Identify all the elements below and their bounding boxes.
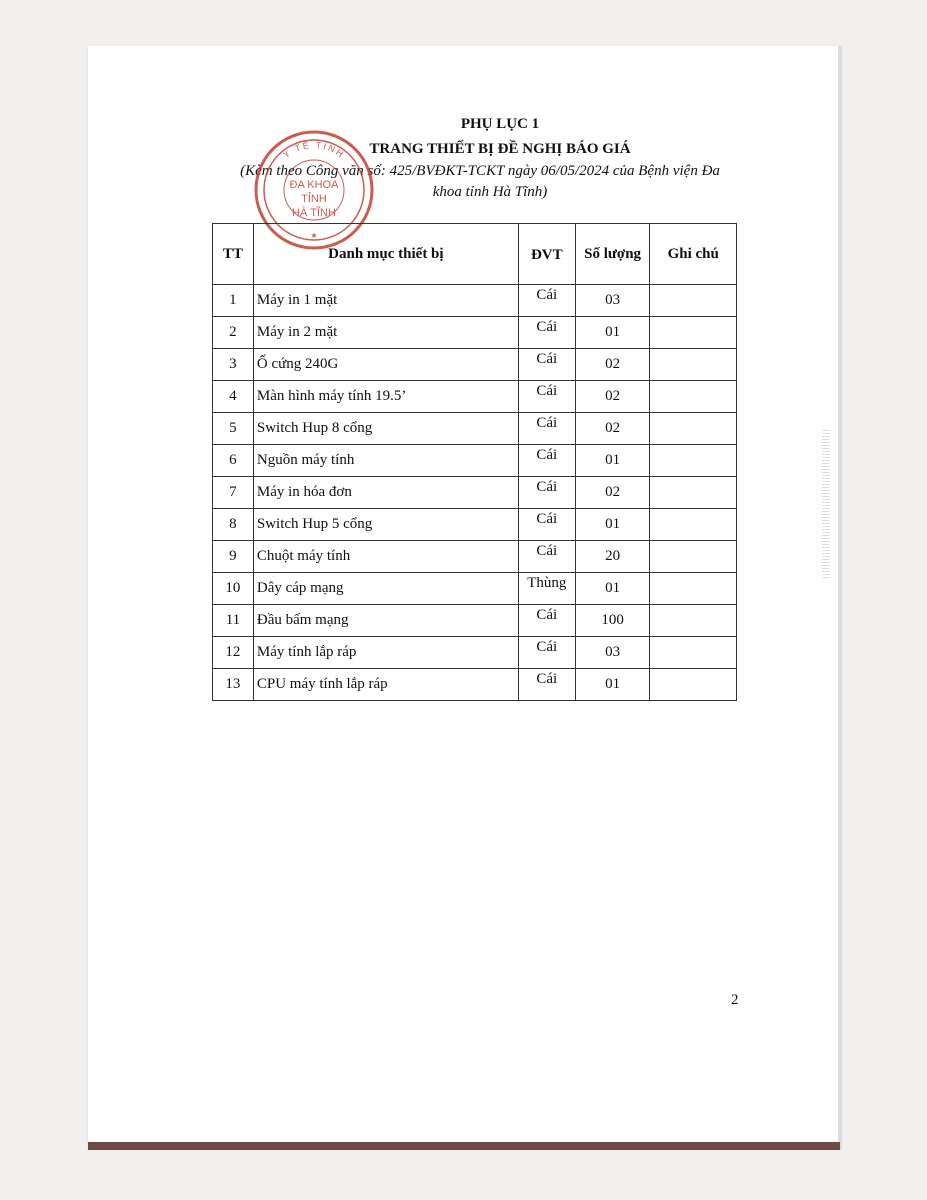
table-row: [213, 637, 737, 669]
cell-quantity: 01: [575, 317, 650, 349]
reference-line-2: khoa tỉnh Hà Tĩnh): [432, 184, 548, 200]
cell-item-name: Chuột máy tính: [253, 541, 518, 573]
cell-note: [650, 669, 737, 701]
cell-item-name: Máy in 2 mặt: [253, 317, 518, 349]
cell-tt: 2: [213, 317, 254, 349]
cell-quantity: 100: [575, 605, 650, 637]
cell-quantity: 01: [575, 669, 650, 701]
cell-item-name: Nguồn máy tính: [253, 445, 518, 477]
cell-unit: Cái: [518, 509, 575, 541]
header-note: Ghi chú: [650, 224, 737, 285]
cell-note: [650, 317, 737, 349]
cell-item-name: Máy tính lắp ráp: [253, 637, 518, 669]
cell-item-name: Dây cáp mạng: [253, 573, 518, 605]
cell-note: [650, 573, 737, 605]
table-row: [213, 413, 737, 445]
cell-tt: 3: [213, 349, 254, 381]
cell-tt: 5: [213, 413, 254, 445]
cell-item-name: Ổ cứng 240G: [253, 349, 518, 381]
svg-text:Y TẾ TỈNH: [281, 140, 347, 160]
document-title: TRANG THIẾT BỊ ĐỀ NGHỊ BÁO GIÁ: [369, 141, 631, 157]
cell-item-name: Máy in 1 mặt: [253, 285, 518, 317]
cell-unit: Cái: [518, 541, 575, 573]
cell-item-name: Đầu bấm mạng: [253, 605, 518, 637]
cell-note: [650, 509, 737, 541]
cell-item-name: Màn hình máy tính 19.5’: [253, 381, 518, 413]
cell-unit: Cái: [518, 381, 575, 413]
cell-item-name: CPU máy tính lắp ráp: [253, 669, 518, 701]
cell-note: [650, 349, 737, 381]
table-row: [213, 605, 737, 637]
cell-note: [650, 477, 737, 509]
cell-tt: 4: [213, 381, 254, 413]
cell-note: [650, 413, 737, 445]
table-header-row: [213, 224, 737, 285]
cell-unit: Thùng: [518, 573, 575, 605]
stamp-line-2: TỈNH: [301, 193, 327, 205]
appendix-title: PHỤ LỤC 1: [460, 116, 540, 132]
table-row: [213, 509, 737, 541]
table-row: [213, 317, 737, 349]
cell-unit: Cái: [518, 445, 575, 477]
header-item-name: Danh mục thiết bị: [253, 224, 518, 285]
table-row: [213, 573, 737, 605]
cell-tt: 7: [213, 477, 254, 509]
reference-line-1: (Kèm theo Công văn số: 425/BVĐKT-TCKT ngày 06/05/2024 của Bệnh viện Đa: [240, 163, 720, 179]
scan-artifact: [822, 430, 830, 580]
cell-tt: 10: [213, 573, 254, 605]
page-edge-shadow: [838, 46, 842, 1150]
cell-tt: 11: [213, 605, 254, 637]
equipment-table: [212, 223, 737, 701]
table-row: [213, 445, 737, 477]
cell-item-name: Switch Hup 8 cổng: [253, 413, 518, 445]
cell-quantity: 01: [575, 509, 650, 541]
cell-unit: Cái: [518, 317, 575, 349]
cell-note: [650, 381, 737, 413]
header-quantity: Số lượng: [575, 224, 650, 285]
cell-note: [650, 637, 737, 669]
stamp-line-3: HÀ TĨNH: [292, 207, 336, 219]
table-row: [213, 669, 737, 701]
cell-quantity: 20: [575, 541, 650, 573]
cell-unit: Cái: [518, 349, 575, 381]
table-row: [213, 541, 737, 573]
cell-tt: 13: [213, 669, 254, 701]
header-unit: ĐVT: [518, 224, 575, 285]
cell-tt: 6: [213, 445, 254, 477]
cell-tt: 1: [213, 285, 254, 317]
cell-item-name: Máy in hóa đơn: [253, 477, 518, 509]
table-row: [213, 381, 737, 413]
cell-note: [650, 445, 737, 477]
cell-unit: Cái: [518, 605, 575, 637]
cell-tt: 8: [213, 509, 254, 541]
stamp-arc-text: Y TẾ TỈNH: [281, 139, 347, 161]
cell-unit: Cái: [518, 637, 575, 669]
page-number: 2: [731, 992, 739, 1008]
cell-quantity: 03: [575, 637, 650, 669]
table-row: [213, 285, 737, 317]
cell-tt: 12: [213, 637, 254, 669]
cell-item-name: Switch Hup 5 cổng: [253, 509, 518, 541]
cell-quantity: 01: [575, 573, 650, 605]
cell-note: [650, 605, 737, 637]
cell-unit: Cái: [518, 669, 575, 701]
cell-tt: 9: [213, 541, 254, 573]
cell-quantity: 02: [575, 381, 650, 413]
page-bottom-edge: [88, 1142, 840, 1150]
cell-quantity: 02: [575, 349, 650, 381]
cell-quantity: 01: [575, 445, 650, 477]
table-row: [213, 349, 737, 381]
header-tt: TT: [213, 224, 254, 285]
cell-note: [650, 541, 737, 573]
cell-note: [650, 285, 737, 317]
cell-quantity: 03: [575, 285, 650, 317]
cell-unit: Cái: [518, 285, 575, 317]
cell-unit: Cái: [518, 413, 575, 445]
cell-unit: Cái: [518, 477, 575, 509]
stamp-line-1: ĐA KHOA: [289, 179, 339, 191]
stamp-star-icon: ★: [310, 231, 318, 240]
cell-quantity: 02: [575, 413, 650, 445]
cell-quantity: 02: [575, 477, 650, 509]
table-row: [213, 477, 737, 509]
